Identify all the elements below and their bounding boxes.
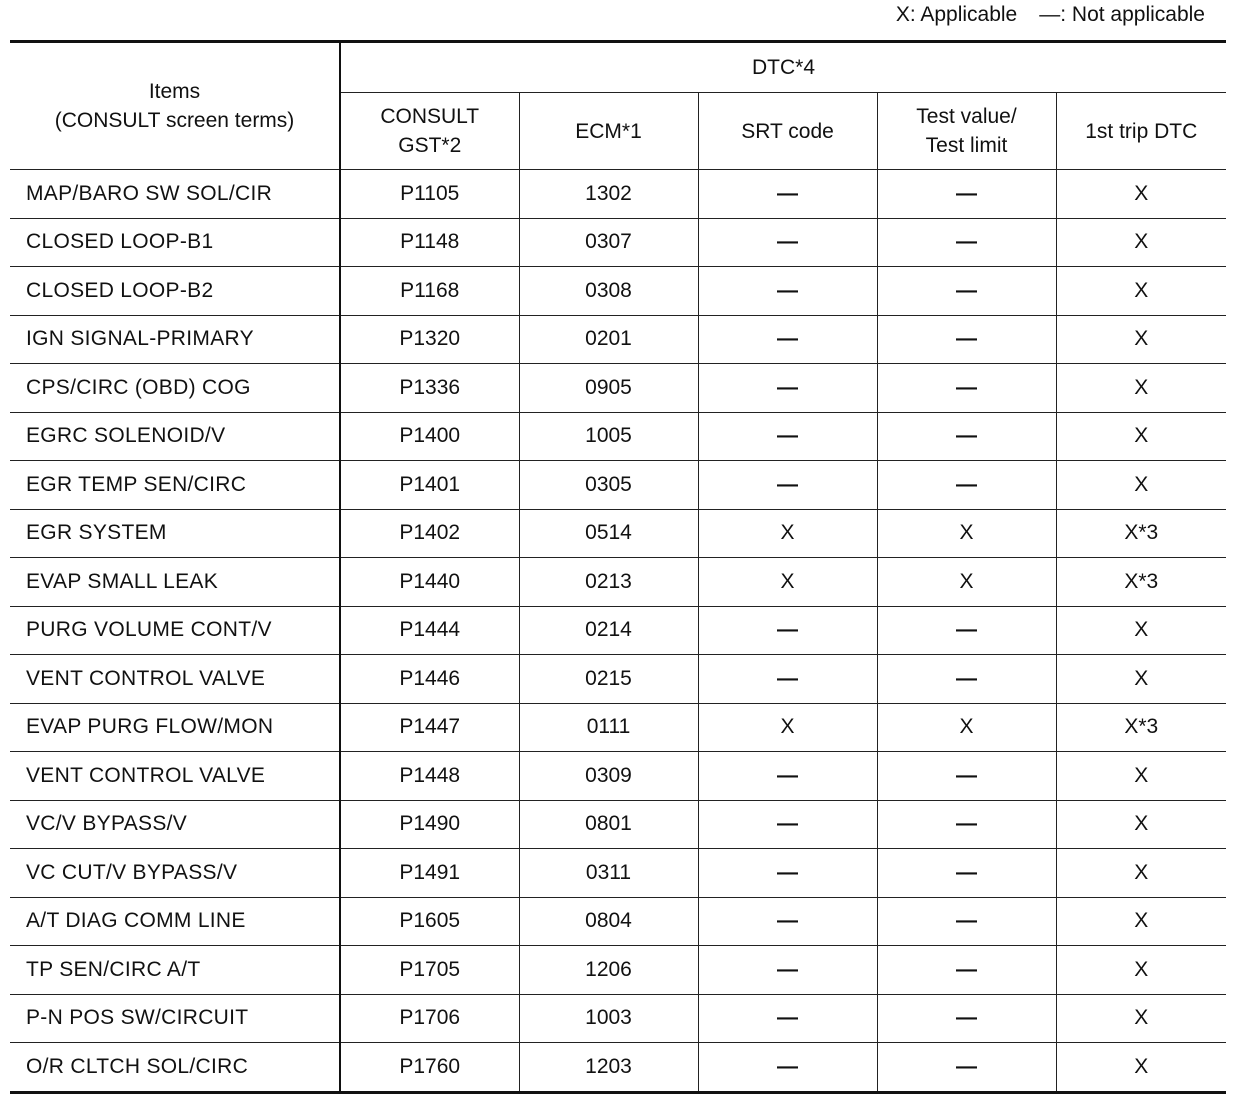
table-header — [10, 42, 1226, 170]
item-cell: O/R CLTCH SOL/CIRC — [10, 1043, 340, 1093]
test-value-cell: — — [877, 606, 1056, 655]
consult-code-cell: P1440 — [340, 558, 519, 607]
consult-header-line1: CONSULT — [380, 105, 480, 128]
table-row — [10, 170, 1226, 219]
consult-column-header — [340, 93, 519, 170]
first-trip-dtc-cell: X — [1056, 606, 1226, 655]
test-column-header — [877, 93, 1056, 170]
srt-code-cell: — — [698, 994, 877, 1043]
consult-code-cell: P1400 — [340, 412, 519, 461]
table-row — [10, 461, 1226, 510]
first-trip-dtc-cell: X — [1056, 800, 1226, 849]
consult-code-cell: P1448 — [340, 752, 519, 801]
test-value-cell: — — [877, 1043, 1056, 1093]
legend-applicable: X: Applicable — [895, 3, 1018, 26]
test-value-cell: — — [877, 170, 1056, 219]
table-row — [10, 752, 1226, 801]
consult-code-cell: P1760 — [340, 1043, 519, 1093]
first-trip-dtc-cell: X — [1056, 1043, 1226, 1093]
table-row — [10, 267, 1226, 316]
table-body — [10, 170, 1226, 1093]
consult-code-cell: P1705 — [340, 946, 519, 995]
consult-code-cell: P1444 — [340, 606, 519, 655]
item-cell: VC/V BYPASS/V — [10, 800, 340, 849]
items-header-line2: (CONSULT screen terms) — [54, 109, 295, 132]
srt-code-cell: — — [698, 315, 877, 364]
item-cell: VC CUT/V BYPASS/V — [10, 849, 340, 898]
consult-code-cell: P1168 — [340, 267, 519, 316]
ecm-code-cell: 0201 — [519, 315, 698, 364]
ecm-code-cell: 1302 — [519, 170, 698, 219]
test-value-cell: — — [877, 412, 1056, 461]
first-trip-dtc-cell: X — [1056, 267, 1226, 316]
first-trip-dtc-cell: X — [1056, 364, 1226, 413]
table-row — [10, 606, 1226, 655]
ecm-code-cell: 0804 — [519, 897, 698, 946]
legend-not-applicable: —: Not applicable — [1039, 3, 1205, 26]
test-value-cell: X — [877, 558, 1056, 607]
consult-code-cell: P1105 — [340, 170, 519, 219]
item-cell: VENT CONTROL VALVE — [10, 752, 340, 801]
srt-code-cell: — — [698, 267, 877, 316]
item-cell: EVAP SMALL LEAK — [10, 558, 340, 607]
table-row — [10, 655, 1226, 704]
srt-code-cell: X — [698, 558, 877, 607]
srt-code-cell: — — [698, 461, 877, 510]
test-value-cell: — — [877, 267, 1056, 316]
srt-code-cell: — — [698, 946, 877, 995]
table-row — [10, 800, 1226, 849]
table-row — [10, 558, 1226, 607]
items-column-header — [10, 42, 340, 170]
ecm-code-cell: 1206 — [519, 946, 698, 995]
item-cell: EGR TEMP SEN/CIRC — [10, 461, 340, 510]
test-value-cell: X — [877, 703, 1056, 752]
table-row — [10, 1043, 1226, 1093]
consult-code-cell: P1401 — [340, 461, 519, 510]
srt-column-header: SRT code — [698, 93, 877, 170]
test-value-cell: — — [877, 655, 1056, 704]
ecm-code-cell: 1003 — [519, 994, 698, 1043]
ecm-code-cell: 0514 — [519, 509, 698, 558]
first-trip-dtc-cell: X — [1056, 412, 1226, 461]
first-trip-dtc-cell: X — [1056, 897, 1226, 946]
srt-code-cell: — — [698, 412, 877, 461]
test-value-cell: — — [877, 218, 1056, 267]
item-cell: TP SEN/CIRC A/T — [10, 946, 340, 995]
item-cell: EGRC SOLENOID/V — [10, 412, 340, 461]
first-trip-dtc-cell: X — [1056, 946, 1226, 995]
srt-code-cell: — — [698, 218, 877, 267]
ecm-code-cell: 0213 — [519, 558, 698, 607]
ecm-code-cell: 0111 — [519, 703, 698, 752]
ecm-code-cell: 0905 — [519, 364, 698, 413]
srt-code-cell: — — [698, 849, 877, 898]
item-cell: P-N POS SW/CIRCUIT — [10, 994, 340, 1043]
srt-code-cell: — — [698, 170, 877, 219]
consult-code-cell: P1402 — [340, 509, 519, 558]
table-row — [10, 218, 1226, 267]
test-header-line2: Test limit — [925, 134, 1008, 157]
consult-code-cell: P1605 — [340, 897, 519, 946]
table-row — [10, 994, 1226, 1043]
ecm-code-cell: 0215 — [519, 655, 698, 704]
first-trip-dtc-cell: X — [1056, 752, 1226, 801]
consult-code-cell: P1706 — [340, 994, 519, 1043]
first-trip-dtc-cell: X — [1056, 170, 1226, 219]
srt-code-cell: — — [698, 606, 877, 655]
test-value-cell: — — [877, 994, 1056, 1043]
srt-code-cell: — — [698, 752, 877, 801]
ecm-code-cell: 0305 — [519, 461, 698, 510]
item-cell: MAP/BARO SW SOL/CIR — [10, 170, 340, 219]
item-cell: EGR SYSTEM — [10, 509, 340, 558]
item-cell: CLOSED LOOP-B2 — [10, 267, 340, 316]
item-cell: VENT CONTROL VALVE — [10, 655, 340, 704]
table-row — [10, 509, 1226, 558]
srt-code-cell: — — [698, 1043, 877, 1093]
srt-code-cell: X — [698, 509, 877, 558]
legend — [896, 0, 1205, 30]
item-cell: CPS/CIRC (OBD) COG — [10, 364, 340, 413]
table-row — [10, 897, 1226, 946]
item-cell: A/T DIAG COMM LINE — [10, 897, 340, 946]
srt-code-cell: — — [698, 364, 877, 413]
ecm-code-cell: 1005 — [519, 412, 698, 461]
dtc-table — [10, 40, 1226, 1094]
ecm-code-cell: 0801 — [519, 800, 698, 849]
test-value-cell: — — [877, 897, 1056, 946]
consult-code-cell: P1148 — [340, 218, 519, 267]
table-row — [10, 364, 1226, 413]
consult-header-line2: GST*2 — [398, 134, 462, 157]
srt-code-cell: — — [698, 655, 877, 704]
test-value-cell: — — [877, 800, 1056, 849]
consult-code-cell: P1447 — [340, 703, 519, 752]
consult-code-cell: P1446 — [340, 655, 519, 704]
table-row — [10, 412, 1226, 461]
first-trip-dtc-cell: X*3 — [1056, 703, 1226, 752]
test-header-line1: Test value/ — [916, 105, 1017, 128]
table-row — [10, 946, 1226, 995]
table-row — [10, 703, 1226, 752]
ecm-code-cell: 0308 — [519, 267, 698, 316]
item-cell: CLOSED LOOP-B1 — [10, 218, 340, 267]
ecm-code-cell: 0214 — [519, 606, 698, 655]
first-trip-dtc-cell: X*3 — [1056, 558, 1226, 607]
test-value-cell: — — [877, 752, 1056, 801]
first-trip-dtc-cell: X — [1056, 849, 1226, 898]
test-value-cell: — — [877, 946, 1056, 995]
test-value-cell: — — [877, 461, 1056, 510]
ecm-code-cell: 1203 — [519, 1043, 698, 1093]
test-value-cell: — — [877, 849, 1056, 898]
first-trip-dtc-cell: X — [1056, 218, 1226, 267]
first-trip-dtc-cell: X — [1056, 461, 1226, 510]
item-cell: IGN SIGNAL-PRIMARY — [10, 315, 340, 364]
ecm-column-header: ECM*1 — [519, 93, 698, 170]
consult-code-cell: P1491 — [340, 849, 519, 898]
test-value-cell: — — [877, 364, 1056, 413]
dtc-group-header: DTC*4 — [340, 42, 1226, 93]
table-row — [10, 849, 1226, 898]
srt-code-cell: — — [698, 800, 877, 849]
first-trip-dtc-cell: X*3 — [1056, 509, 1226, 558]
consult-code-cell: P1336 — [340, 364, 519, 413]
srt-code-cell: — — [698, 897, 877, 946]
first-trip-dtc-cell: X — [1056, 655, 1226, 704]
consult-code-cell: P1490 — [340, 800, 519, 849]
item-cell: EVAP PURG FLOW/MON — [10, 703, 340, 752]
first-trip-dtc-cell: X — [1056, 994, 1226, 1043]
srt-code-cell: X — [698, 703, 877, 752]
ecm-code-cell: 0309 — [519, 752, 698, 801]
test-value-cell: — — [877, 315, 1056, 364]
ecm-code-cell: 0307 — [519, 218, 698, 267]
item-cell: PURG VOLUME CONT/V — [10, 606, 340, 655]
items-header-line1: Items — [148, 80, 201, 103]
test-value-cell: X — [877, 509, 1056, 558]
ecm-code-cell: 0311 — [519, 849, 698, 898]
first-trip-dtc-cell: X — [1056, 315, 1226, 364]
table-row — [10, 315, 1226, 364]
trip-column-header: 1st trip DTC — [1056, 93, 1226, 170]
consult-code-cell: P1320 — [340, 315, 519, 364]
